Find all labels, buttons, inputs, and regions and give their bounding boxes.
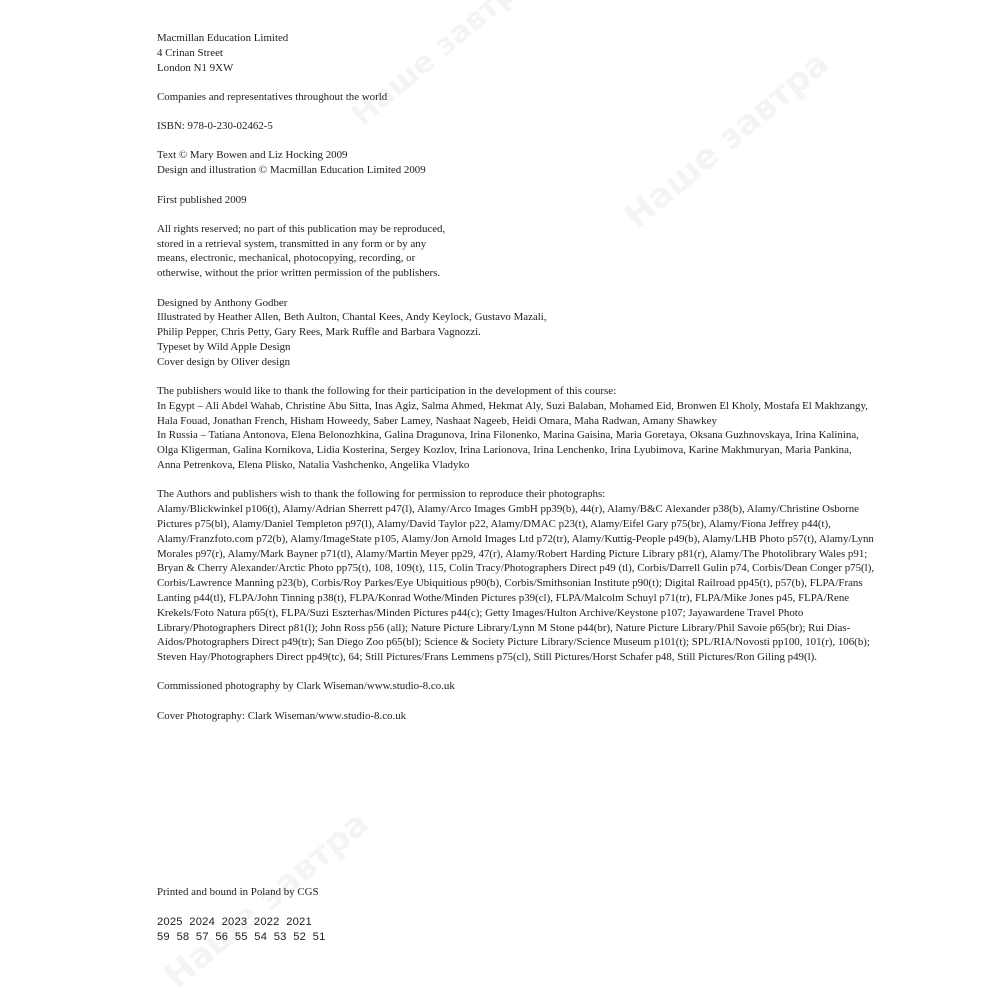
acknowledgements: The publishers would like to thank the following for their participation in the development of this course: In Egypt – Ali Abdel Wahab, Christine Abu Sitta, Inas Agiz, Salma Ahmed, Hekmat Aly, Suzi Balaban, Mohamed Eid, Bronwen El Kholy, Mostafa El Makhzangy, Hala Fouad, Jonathan French, Hisham Howeedy, Saber Lamey, Nashaat Nageeb, Heidi Omara, Maha Radwan, Amany Shawkey In Russia – Tatiana Antonova, Elena Belonozhkina, Galina Dragunova, Irina Filonenko, Marina Gaisina, Maria Goretaya, Oksana Guzhnovskaya, Irina Kalinina, Olga Kligerman, Galina Kornikova, Lidia Kosterina, Sergey Kozlov, Irina Larionova, Irina Lenchenko, Irina Lyubimova, Karine Makhmuryan, Maria Pankina, Anna Petrenkova, Elena Plisko, Natalia Vashchenko, Angelika Vladyko <box>157 385 868 472</box>
photo-credits: The Authors and publishers wish to thank the following for permission to reproduce their photographs: Alamy/Blickwinkel p106(t), Alamy/Adrian Sherrett p47(l), Alamy/Arco Images GmbH pp39(b), 44(r), Alamy/B&C Alexander p38(b), Alamy/Christine Osborne Pictures p75(bl), Alamy/Daniel Templeton p97(l), Alamy/David Taylor p22, Alamy/DMAC p23(t), Alamy/Eifel Gary p75(br), Alamy/Fiona Jeffrey p44(t), Alamy/Franzfoto.com p72(b), Alamy/ImageState p105, Alamy/Jon Arnold Images Ltd p72(tr), Alamy/Kuttig-People p49(b), Alamy/LHB Photo p57(t), Alamy/Lynn Morales p97(r), Alamy/Mark Bayner p71(tl), Alamy/Martin Meyer pp29, 47(r), Alamy/Robert Harding Picture Library p81(r), Alamy/The Photolibrary Wales p91; Bryan & Cherry Alexander/Arctic Photo pp75(t), 108, 109(t), 115, Colin Tracy/Photographers Direct p49 (tl), Corbis/Darrell Gulin p74, Corbis/Dean Conger p75(l), Corbis/Lawrence Manning p23(b), Corbis/Roy Parkes/Eye Ubiquitious p90(b), Corbis/Smithsonian Institute p90(t); Digital Railroad pp45(t), p57(b), FLPA/Frans Lanting p44(tl), FLPA/John Tinning p38(t), FLPA/Konrad Wothe/Minden Pictures p39(cl), FLPA/Malcolm Schuyl p71(tr), FLPA/Mike Jones p45, FLPA/Rene Krekels/Foto Natura p65(t), FLPA/Suzi Eszterhas/Minden Pictures p44(c); Getty Images/Hulton Archive/Keystone p107; Jayawardene Travel Photo Library/Photographers Direct p81(l); John Ross p56 (all); Nature Picture Library/Lynn M Stone p44(br), Nature Picture Library/Phil Savoie p65(br); Rui Dias-Aidos/Photographers Direct p49(tr); San Diego Zoo p65(bl); Science & Society Picture Library/Science Museum p101(t); SPL/RIA/Novosti pp100, 101(r), 106(b); Steven Hay/Photographers Direct pp49(tc), 64; Still Pictures/Frans Lemmens p75(cl), Still Pictures/Horst Schafer p48, Still Pictures/Ron Giling p49(l). <box>157 488 875 664</box>
commissioned-photography: Commissioned photography by Clark Wiseman/www.studio-8.co.uk <box>157 680 455 693</box>
imprint-page <box>157 31 877 723</box>
copyright-notice: Text © Mary Bowen and Liz Hocking 2009 Design and illustration © Macmillan Education Limited 2009 <box>157 149 426 177</box>
print-numbers: 59 58 57 56 55 54 53 52 51 <box>157 930 326 943</box>
first-published: First published 2009 <box>157 193 247 206</box>
publisher-address: Macmillan Education Limited 4 Crinan Street London N1 9XW <box>157 32 289 74</box>
cover-photography: Cover Photography: Clark Wiseman/www.studio-8.co.uk <box>157 709 407 722</box>
print-years: 2025 2024 2023 2022 2021 <box>157 916 312 928</box>
printed-line: Printed and bound in Poland by CGS <box>157 886 319 898</box>
print-run <box>157 915 326 944</box>
watermark <box>157 803 377 997</box>
isbn: ISBN: 978-0-230-02462-5 <box>157 120 273 133</box>
rights-notice: All rights reserved; no part of this publication may be reproduced, stored in a retrieval system, transmitted in any form or by any means, electronic, mechanical, photocopying, recording, or otherwise, without the prior written permission of the publishers. <box>157 222 446 280</box>
design-credits: Designed by Anthony Godber Illustrated by Heather Allen, Beth Aulton, Chantal Kees, Andy Keylock, Gustavo Mazali, Philip Pepper, Chris Petty, Gary Rees, Mark Ruffle and Barbara Vagnozzi. Typeset by Wild Apple Design Cover design by Oliver design <box>157 296 547 368</box>
printed-info <box>157 885 319 900</box>
companies-line: Companies and representatives throughout the world <box>157 90 388 103</box>
